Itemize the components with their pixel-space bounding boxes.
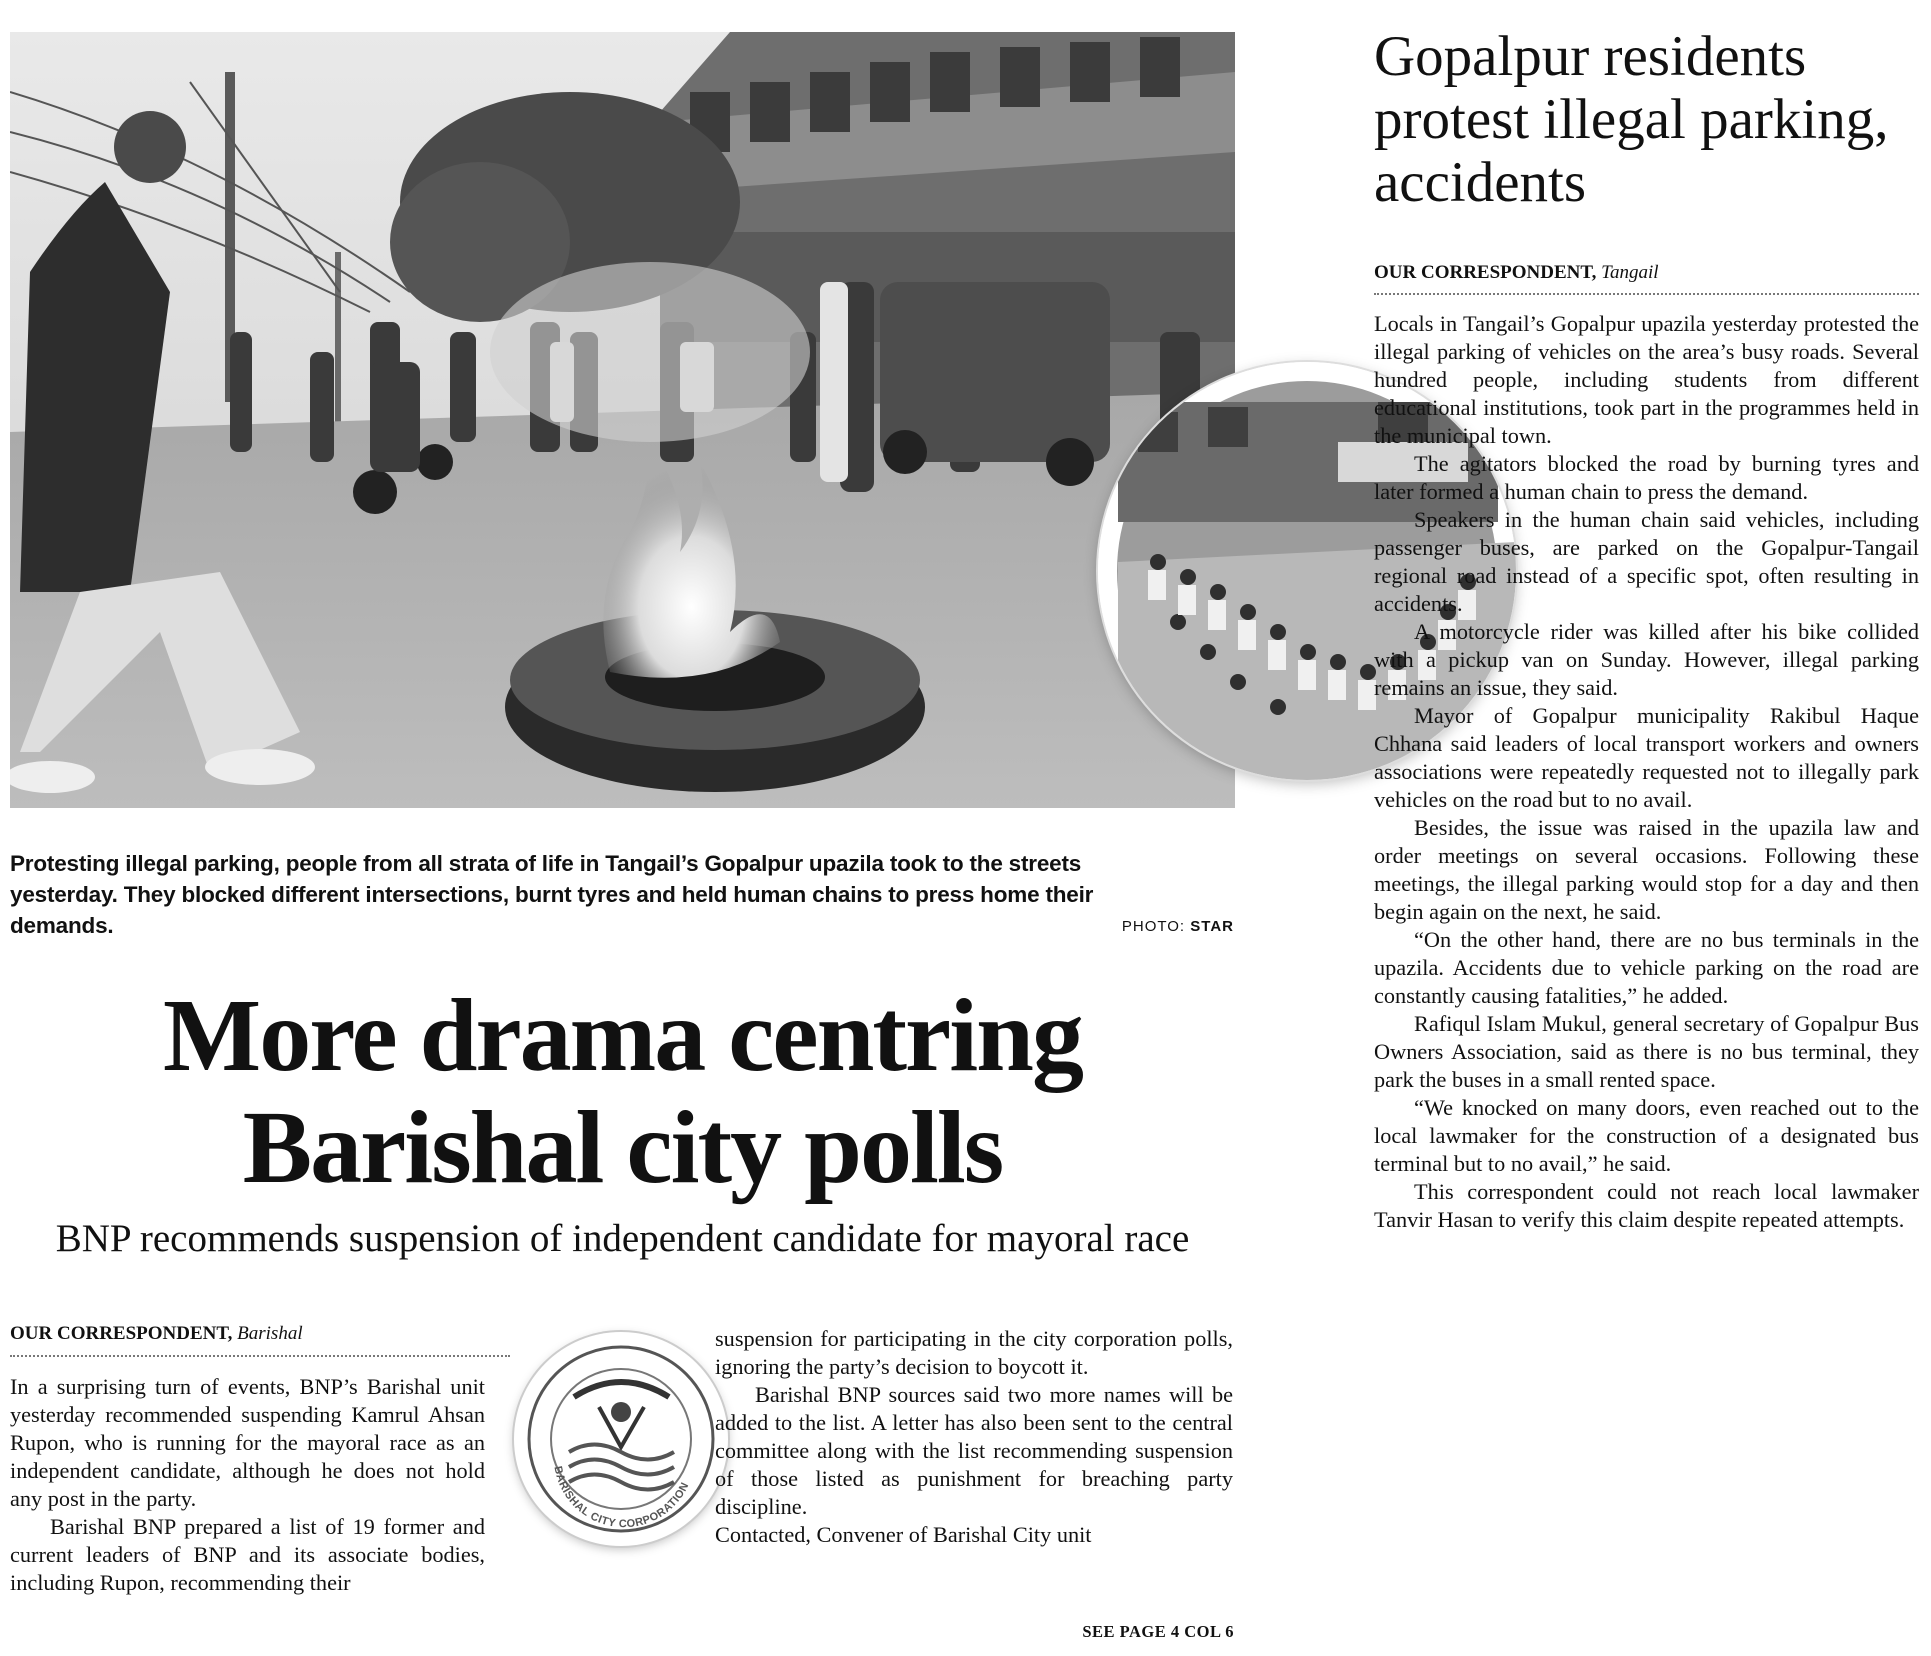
photo-credit-source: STAR — [1190, 918, 1234, 935]
gopalpur-body — [1374, 310, 1919, 1234]
gopalpur-headline: Gopalpur residents protest illegal parking, accidents — [1374, 25, 1889, 214]
paragraph: Barishal BNP sources said two more names will be added to the list. A letter has also been sent to the central committee along with the list recommending suspension of those listed as punishment for breaching party discipline. — [715, 1382, 1233, 1519]
paragraph: Besides, the issue was raised in the upazila law and order meetings on several occasions. Following these meetings, the illegal parking would stop for a day and then begin again on the next, he said. — [1374, 815, 1919, 924]
paragraph: “We knocked on many doors, even reached out to the local lawmaker for the construction of a designated bus terminal but to no avail,” he said. — [1374, 1095, 1919, 1176]
barishal-byline — [10, 1323, 303, 1345]
logo-text: BARISHAL CITY CORPORATION — [551, 1465, 692, 1531]
barishal-headline: More drama centring Barishal city polls — [163, 978, 1082, 1205]
svg-text:BARISHAL CITY CORPORATION — [551, 1465, 691, 1530]
paragraph: The agitators blocked the road by burning tyres and later formed a human chain to press the demand. — [1374, 451, 1919, 504]
barishal-column-2 — [715, 1325, 1233, 1549]
paragraph: Barishal BNP prepared a list of 19 former and current leaders of BNP and its associate bodies, including Rupon, recommending their — [10, 1514, 485, 1595]
paragraph: Locals in Tangail’s Gopalpur upazila yesterday protested the illegal parking of vehicles on the area’s busy roads. Several hundred people, including students from different educational institutions, took part in the programmes held in the municipal town. — [1374, 311, 1919, 448]
byline-divider — [10, 1355, 510, 1357]
continuation-jump: SEE PAGE 4 COL 6 — [1082, 1622, 1234, 1641]
paragraph: In a surprising turn of events, BNP’s Barishal unit yesterday recommended suspending Kamrul Ahsan Rupon, who is running for the mayoral race as an independent candidate, although he does not hold any post in the party. — [10, 1374, 485, 1511]
barishal-column-1 — [10, 1373, 485, 1597]
paragraph: Contacted, Convener of Barishal City unit — [715, 1522, 1092, 1547]
photo-caption: Protesting illegal parking, people from all strata of life in Tangail’s Gopalpur upazila took to the streets yesterday. They blocked different intersections, burnt tyres and held human chains to press home their demands. — [10, 851, 1094, 938]
byline-place: Barishal — [237, 1323, 303, 1344]
paragraph: “On the other hand, there are no bus terminals in the upazila. Accidents due to vehicle parking on the road are constantly causing fatalities,” he added. — [1374, 927, 1919, 1008]
main-photo — [10, 32, 1235, 808]
paragraph: Rafiqul Islam Mukul, general secretary of Gopalpur Bus Owners Association, said as there is no bus terminal, they park the buses in a small rented space. — [1374, 1011, 1919, 1092]
byline-divider — [1374, 293, 1919, 295]
city-corporation-seal-icon — [514, 1332, 728, 1546]
photo-credit-label: PHOTO: — [1121, 918, 1186, 935]
photo-credit — [1100, 918, 1234, 935]
barishal-subhead: BNP recommends suspension of independent candidate for mayoral race — [55, 1217, 1190, 1260]
barishal-city-corporation-logo — [514, 1332, 728, 1546]
paragraph: Speakers in the human chain said vehicles, including passenger buses, are parked on the Gopalpur-Tangail regional road instead of a specific spot, often resulting in accidents. — [1374, 507, 1919, 616]
paragraph: suspension for participating in the city corporation polls, ignoring the party’s decision to boycott it. — [715, 1326, 1233, 1379]
paragraph: Mayor of Gopalpur municipality Rakibul Haque Chhana said leaders of local transport workers and owners associations were repeatedly requested not to illegally park vehicles on the road but to no avail. — [1374, 703, 1919, 812]
byline-name: OUR CORRESPONDENT, — [1374, 262, 1597, 283]
paragraph: A motorcycle rider was killed after his bike collided with a pickup van on Sunday. However, illegal parking remains an issue, they said. — [1374, 619, 1919, 700]
paragraph: This correspondent could not reach local lawmaker Tanvir Hasan to verify this claim despite repeated attempts. — [1374, 1179, 1919, 1232]
byline-name: OUR CORRESPONDENT, — [10, 1323, 233, 1344]
byline-place: Tangail — [1601, 262, 1659, 283]
gopalpur-byline — [1374, 262, 1659, 284]
protest-street-photo — [10, 32, 1235, 808]
